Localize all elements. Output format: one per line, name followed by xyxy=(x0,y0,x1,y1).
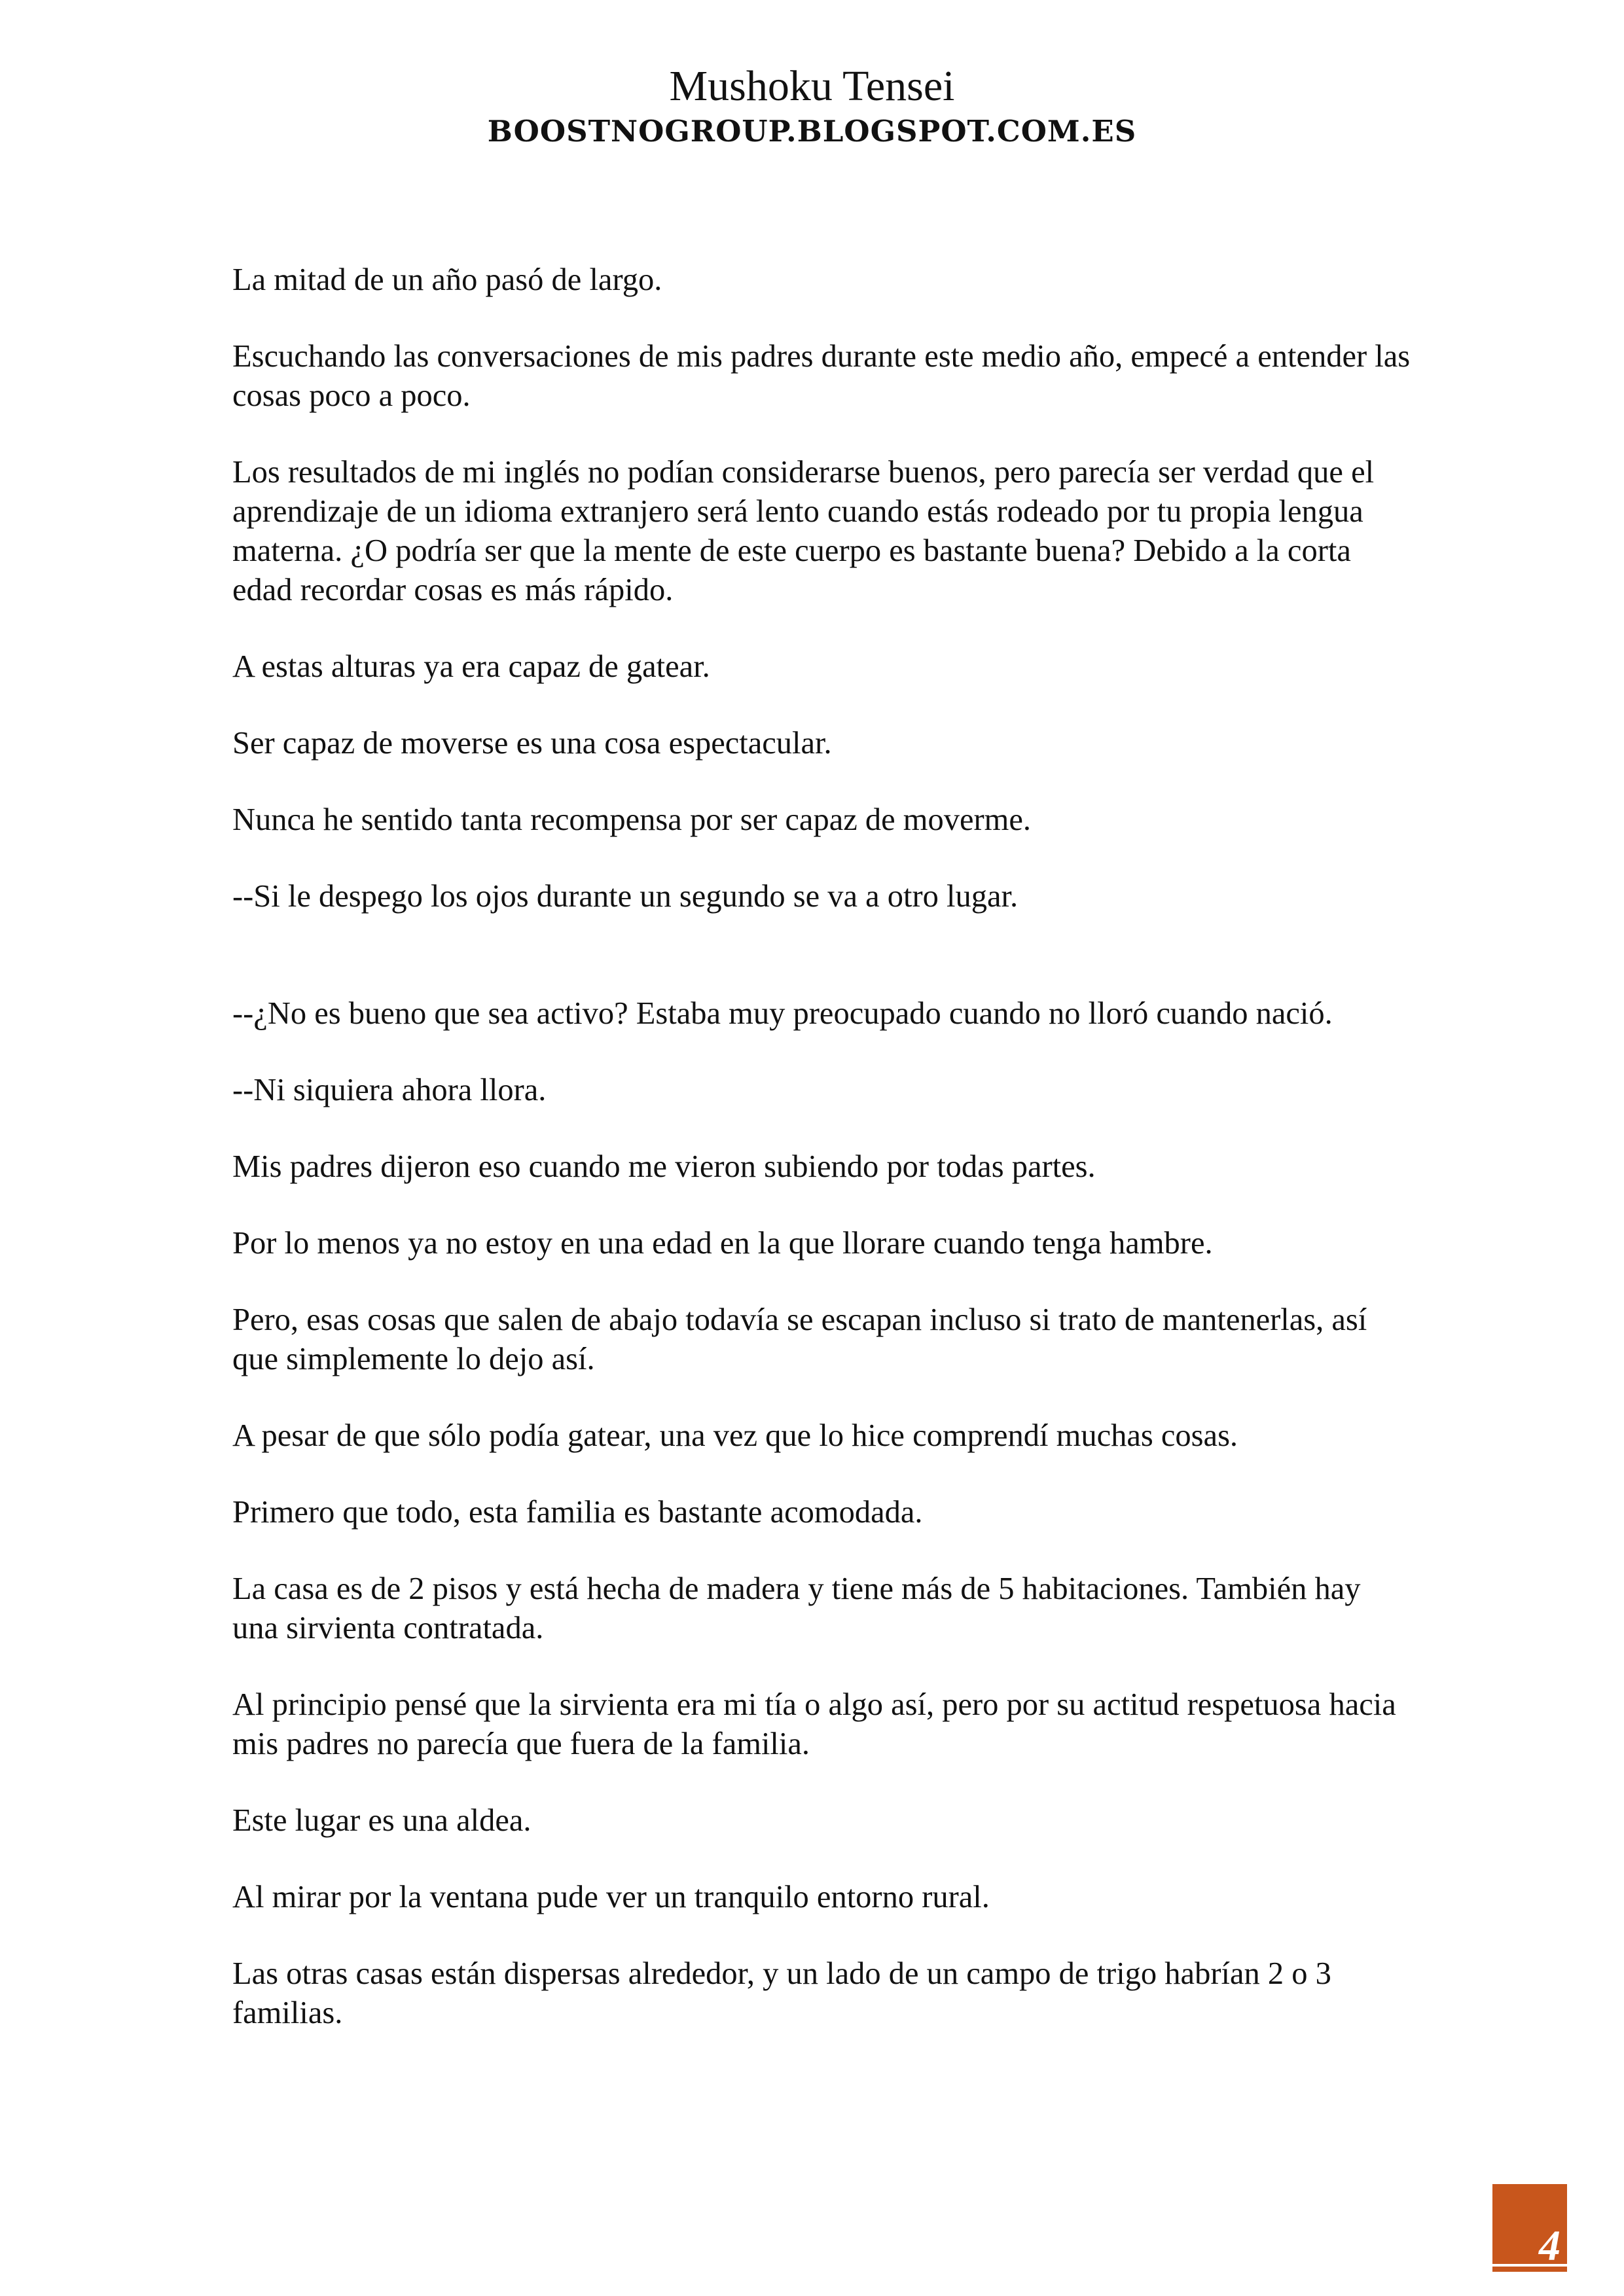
paragraph: Este lugar es una aldea. xyxy=(232,1803,532,1838)
paragraph: --¿No es bueno que sea activo? Estaba muy preocupado cuando no lloró cuando nació. xyxy=(232,996,1333,1031)
body-text xyxy=(232,260,1411,2070)
paragraph: Por lo menos ya no estoy en una edad en la que llorare cuando tenga hambre. xyxy=(232,1226,1213,1261)
paragraph: Nunca he sentido tanta recompensa por ser capaz de moverme. xyxy=(232,802,1032,837)
paragraph: Las otras casas están dispersas alrededor, y un lado de un campo de trigo habrían 2 o 3 familias. xyxy=(232,1956,1331,2030)
document-title: Mushoku Tensei xyxy=(669,62,955,110)
paragraph: La mitad de un año pasó de largo. xyxy=(232,262,662,297)
page-header xyxy=(0,60,1624,151)
paragraph: Al principio pensé que la sirvienta era mi tía o algo así, pero por su actitud respetuosa hacia mis padres no parecía que fuera de la familia. xyxy=(232,1687,1396,1761)
paragraph: Escuchando las conversaciones de mis padres durante este medio año, empecé a entender las cosas poco a poco. xyxy=(232,339,1411,413)
paragraph: Ser capaz de moverse es una cosa espectacular. xyxy=(232,726,832,761)
paragraph: Primero que todo, esta familia es bastante acomodada. xyxy=(232,1495,923,1530)
paragraph: Mis padres dijeron eso cuando me vieron subiendo por todas partes. xyxy=(232,1149,1096,1184)
site-url: BOOSTNOGROUP.BLOGSPOT.COM.ES xyxy=(487,114,1137,149)
paragraph: Pero, esas cosas que salen de abajo todavía se escapan incluso si trato de mantenerlas, así que simplemente lo dejo así. xyxy=(232,1302,1367,1376)
paragraph: La casa es de 2 pisos y está hecha de madera y tiene más de 5 habitaciones. También hay una sirvienta contratada. xyxy=(232,1571,1361,1645)
page-number: 4 xyxy=(1539,2222,1561,2270)
paragraph: --Ni siquiera ahora llora. xyxy=(232,1073,547,1107)
paragraph: A pesar de que sólo podía gatear, una vez que lo hice comprendí muchas cosas. xyxy=(232,1418,1238,1453)
page-number-badge xyxy=(1492,2184,1567,2272)
paragraph: A estas alturas ya era capaz de gatear. xyxy=(232,649,710,684)
paragraph: --Si le despego los ojos durante un segundo se va a otro lugar. xyxy=(232,879,1019,914)
paragraph: Al mirar por la ventana pude ver un tranquilo entorno rural. xyxy=(232,1880,990,1914)
paragraph: Los resultados de mi inglés no podían considerarse buenos, pero parecía ser verdad que el aprendizaje de un idioma extranjero será lento cuando estás rodeado por tu propia lengua materna. ¿O podría ser que la mente de este cuerpo es bastante buena? Debido a la corta edad recordar cosas es más rápido. xyxy=(232,455,1375,607)
